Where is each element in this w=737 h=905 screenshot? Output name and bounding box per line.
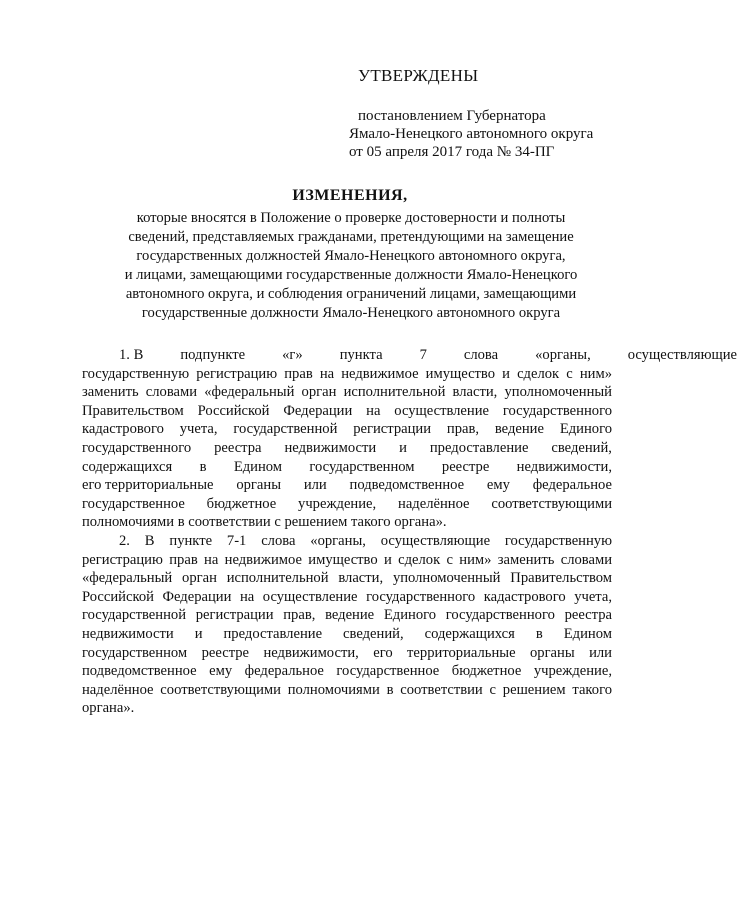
paragraph-line	[82, 476, 612, 495]
word: предоставление	[429, 439, 529, 456]
word: его территориальные	[82, 477, 214, 494]
word: органы	[236, 477, 282, 494]
subtitle-line: государственных должностей Ямало-Ненецкого автономного округа,	[136, 248, 566, 264]
word: реестра	[214, 439, 262, 456]
approval-date-number: от 05 апреля 2017 года № 34-ПГ	[349, 144, 555, 160]
paragraph-line: Правительством Российской Федерации на осуществление государственного	[82, 402, 612, 419]
subtitle-line: и лицами, замещающими государственные должности Ямало-Ненецкого	[124, 267, 578, 283]
word: недвижимости	[284, 439, 377, 456]
approval-heading: УТВЕРЖДЕНЫ	[358, 66, 479, 85]
paragraph-line	[82, 439, 612, 458]
word: слова	[463, 347, 499, 363]
document-subtitle	[0, 209, 702, 323]
word: ему	[486, 477, 510, 494]
word: реестре	[441, 458, 490, 475]
word: недвижимости	[82, 625, 174, 642]
word: в	[199, 458, 207, 475]
paragraph-line: «федеральный орган исполнительной власти, уполномоченный Правительством	[82, 570, 612, 587]
word: сведений,	[551, 439, 612, 456]
word: содержащихся	[424, 625, 515, 642]
subtitle-line: государственные должности Ямало-Ненецкого автономного округа	[141, 305, 561, 321]
word: 7	[419, 347, 427, 363]
word: Едином	[233, 458, 283, 475]
paragraph-line: государственном реестре недвижимости, его территориальные органы или	[82, 644, 612, 661]
paragraph-line: кадастрового учета, государственной регистрации прав, ведение Единого	[82, 421, 612, 438]
paragraph-line: полномочиями в соответствии с решением такого органа».	[82, 514, 447, 531]
paragraph-line: государственную регистрацию прав на недвижимое имущество и сделок с ним»	[82, 365, 612, 382]
word: «органы,	[535, 347, 591, 363]
subtitle-line: сведений, представляемых гражданами, претендующими на замещение	[128, 229, 574, 245]
paragraph-2	[82, 532, 612, 718]
word: недвижимости,	[516, 458, 612, 475]
word: в	[535, 625, 543, 642]
word: 1. В	[119, 347, 144, 363]
word: государственного	[82, 439, 192, 456]
paragraph-line: Российской Федерации на осуществление государственного кадастрового учета,	[82, 588, 612, 605]
paragraph-line	[82, 458, 612, 477]
word: федеральное	[532, 477, 612, 494]
paragraph-line: 2. В пункте 7-1 слова «органы, осуществляющие государственную	[119, 532, 612, 549]
paragraph-line: органа».	[82, 700, 135, 717]
paragraph-line: государственное бюджетное учреждение, наделённое соответствующими	[82, 495, 612, 512]
word: сведений,	[343, 625, 404, 642]
word: Едином	[563, 625, 612, 642]
word: государственном	[309, 458, 415, 475]
document-body	[82, 346, 737, 718]
word: предоставление	[223, 625, 323, 642]
paragraph-line: регистрацию прав на недвижимое имущество и сделок с ним» заменить словами	[82, 551, 612, 568]
paragraph-line: заменить словами «федеральный орган исполнительной власти, уполномоченный	[82, 384, 612, 401]
paragraph-line: государственной регистрации прав, ведение Единого государственного реестра	[82, 607, 612, 624]
paragraph-line	[82, 346, 737, 365]
word: и	[194, 625, 203, 642]
paragraph-1	[82, 346, 737, 532]
subtitle-line: автономного округа, и соблюдения ограничений лицами, замещающими	[125, 286, 577, 302]
paragraph-line: подведомственное ему федеральное государственное бюджетное учреждение,	[82, 663, 612, 680]
word: «г»	[282, 347, 303, 363]
word: или	[303, 477, 327, 494]
approval-issuer: постановлением Губернатора	[358, 108, 546, 124]
document-title: ИЗМЕНЕНИЯ,	[292, 187, 408, 204]
word: и	[399, 439, 407, 456]
word: содержащихся	[82, 458, 173, 475]
paragraph-line: наделённое соответствующими полномочиями в соответствии с решением такого	[82, 681, 612, 698]
word: пункта	[339, 347, 383, 363]
word: осуществляющие	[627, 347, 737, 363]
word: подведомственное	[349, 477, 465, 494]
subtitle-line: которые вносятся в Положение о проверке достоверности и полноты	[136, 210, 566, 226]
approval-region: Ямало-Ненецкого автономного округа	[349, 126, 594, 142]
paragraph-line	[82, 625, 612, 644]
word: подпункте	[180, 347, 246, 363]
